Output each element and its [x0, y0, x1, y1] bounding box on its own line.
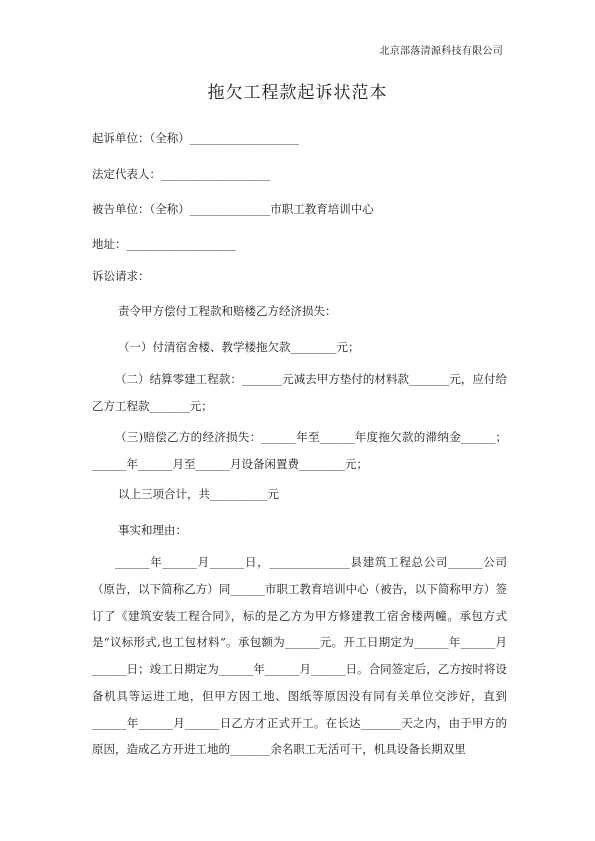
facts-body: ______年______月______日，______________县建筑工程总公司______公司（原告，以下简称乙方）同______市职工教育培训中心（被告，以下简称甲方）签订了《建筑安装工程合同》，标的是乙方为甲方修建教工宿舍楼两幢。承包方式是“议标形式,也工包材料”。承包额为______元。开工日期定为______年______月______日；竣工日期定为______年______月______日。合同签定后，乙方按时将设备机具等运进工地，但甲方因工地、图纸等原因没有同有关单位交涉好，直到______年______月______日乙方才正式开工。在长达_______天之内，由于甲方的原因，造成乙方开进工地的_______余名职工无活可干，机具设备长期双里 [92, 555, 507, 757]
claim-item-3: （三)赔偿乙方的经济损失：______年至______年度拖欠款的滞纳金______；______年______月至______月设备闲置费________元； [92, 430, 507, 471]
company-header: 北京部落清源科技有限公司 [379, 46, 503, 57]
defendant-line: 被告单位：（全称）______________市职工教育培训中心 [92, 202, 374, 216]
claims-heading: 诉讼请求： [92, 269, 150, 283]
address-line: 地址：___________________ [92, 237, 236, 251]
document-title: 拖欠工程款起诉状范本 [207, 83, 388, 103]
claims-intro: 责令甲方偿付工程款和赔楼乙方经济损失： [118, 304, 337, 318]
claim-item-2: （二）结算零建工程款：_______元减去甲方垫付的材料款_______元，应付给乙方工程款_______元； [92, 372, 507, 413]
claim-item-1: （一）付清宿舍楼、教学楼拖欠款________元； [118, 340, 360, 354]
legal-representative-line: 法定代表人：___________________ [92, 167, 271, 181]
facts-heading: 事实和理由： [118, 523, 187, 537]
total-line: 以上三项合计，共__________元 [118, 487, 279, 501]
plaintiff-line: 起诉单位：（全称）___________________ [92, 131, 299, 145]
